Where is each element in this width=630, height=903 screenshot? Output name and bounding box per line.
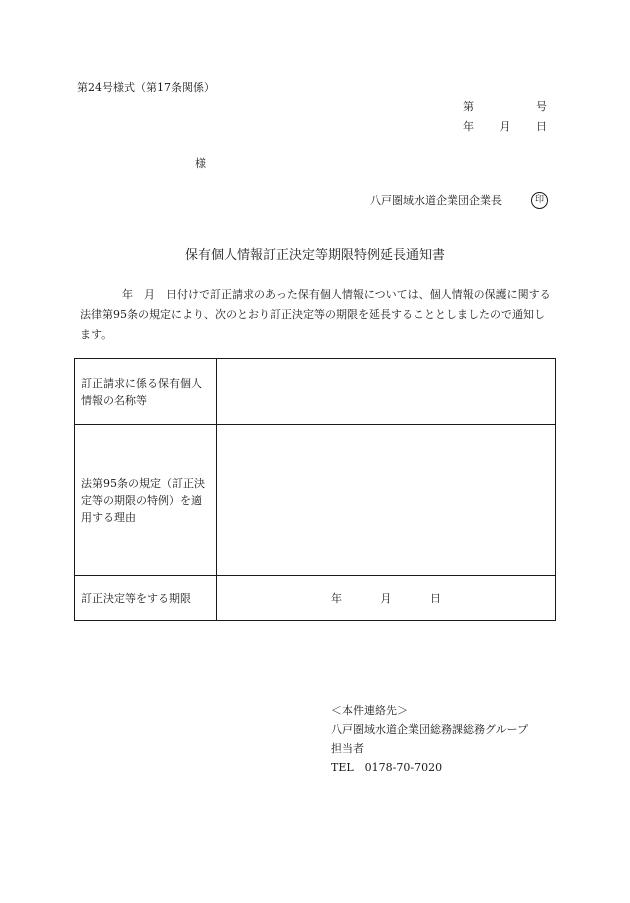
deadline-year: 年 — [331, 591, 342, 605]
recipient-line: 様 — [195, 157, 206, 170]
table-row-value — [217, 359, 556, 425]
issue-year: 年 — [463, 120, 474, 133]
form-number: 第24号様式（第17条関係） — [77, 81, 215, 94]
table-row — [75, 359, 556, 425]
number-prefix: 第 — [463, 100, 474, 113]
table-row-label: 訂正請求に係る保有個人情報の名称等 — [75, 359, 217, 425]
deadline-day: 日 — [430, 591, 441, 605]
issue-date-line — [463, 121, 547, 132]
seal-mark: 印 — [531, 192, 548, 209]
contact-heading: ＜本件連絡先＞ — [331, 704, 408, 717]
contact-block — [331, 701, 528, 777]
issue-day: 日 — [536, 120, 547, 133]
deadline-month: 月 — [380, 591, 392, 605]
number-suffix: 号 — [536, 100, 547, 113]
issuer-name: 八戸圏域水道企業団企業長 — [370, 194, 502, 207]
table-row-value — [217, 425, 556, 576]
notice-body-text: 年 月 日付けで訂正請求のあった保有個人情報については、個人情報の保護に関する法律第95条の規定により、次のとおり訂正決定等の期限を延長することとしましたので通知します。 — [80, 288, 551, 341]
page-title: 保有個人情報訂正決定等期限特例延長通知書 — [184, 248, 445, 263]
contact-person: 担当者 — [331, 742, 364, 755]
deadline-date — [217, 576, 556, 621]
table-row-label: 訂正決定等をする期限 — [75, 576, 217, 621]
table-row — [75, 425, 556, 576]
notice-body — [80, 285, 552, 345]
issue-month: 月 — [499, 120, 511, 133]
table-row — [75, 576, 556, 621]
notice-table — [74, 358, 556, 621]
table-row-label: 法第95条の規定（訂正決定等の期限の特例）を適用する理由 — [75, 425, 217, 576]
document-number-line — [463, 101, 547, 112]
contact-tel: TEL 0178-70-7020 — [331, 761, 443, 774]
contact-department: 八戸圏域水道企業団総務課総務グループ — [331, 723, 529, 736]
